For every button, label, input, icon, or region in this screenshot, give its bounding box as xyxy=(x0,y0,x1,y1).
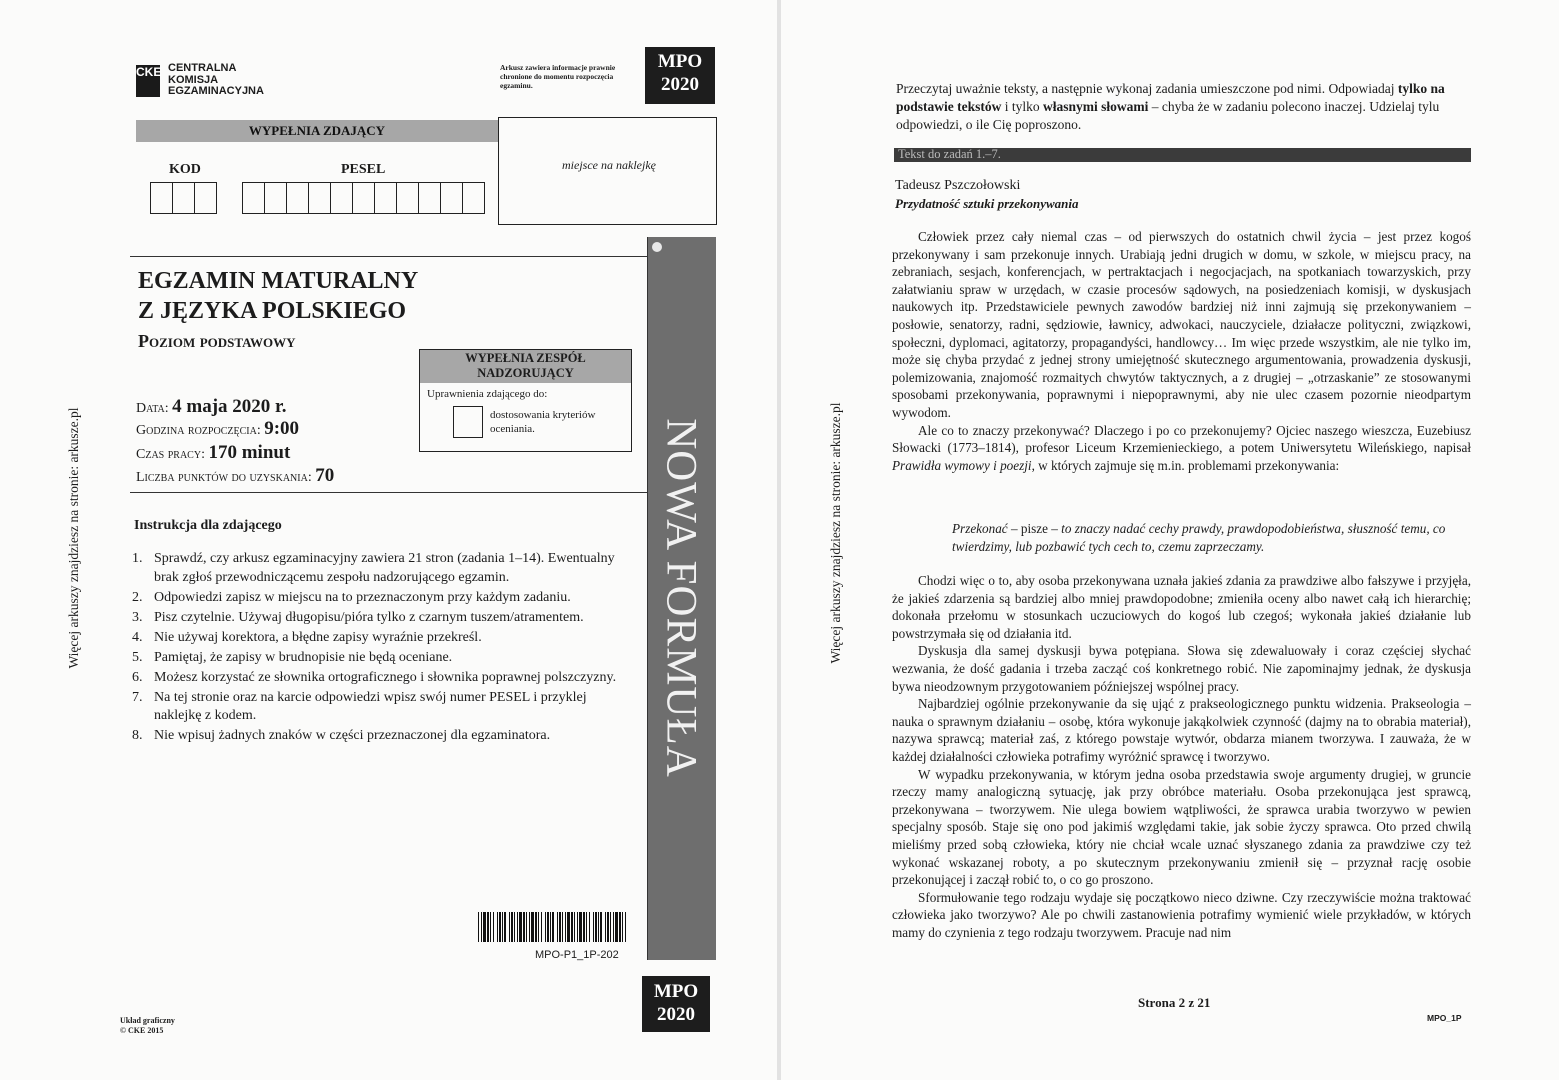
barcode-bar xyxy=(625,912,626,942)
barcode-bar xyxy=(545,912,546,942)
adaptation-checkbox[interactable] xyxy=(453,406,483,438)
barcode-bar xyxy=(559,912,561,942)
barcode-bar xyxy=(547,912,549,942)
side-text-right: Więcej arkuszy znajdziesz na stronie: arkusze.pl xyxy=(828,402,843,664)
page-gutter xyxy=(777,0,781,1080)
instructions-list xyxy=(132,550,632,747)
supervisors-rights-label: Uprawnienia zdającego do: xyxy=(427,388,548,400)
barcode-bar xyxy=(509,912,510,942)
strip-dot xyxy=(652,242,662,252)
pesel-label: PESEL xyxy=(341,162,386,177)
barcode-bar xyxy=(519,912,522,942)
barcode-bar xyxy=(497,912,498,942)
barcode-bar xyxy=(622,912,623,942)
confidential-notice: Arkusz zawiera informacje prawnie chronione do momentu rozpoczęcia egzaminu. xyxy=(500,63,616,90)
barcode-bar xyxy=(478,912,479,942)
instruction-item: 3. Pisz czytelnie. Używaj długopisu/pióra tylko z czarnym tuszem/atramentem. xyxy=(132,609,584,625)
intro-paragraph: Przeczytaj uważnie teksty, a następnie wykonaj zadania umieszczone pod nimi. Odpowiadaj tylko na podstawie tekstów i tylko własnymi słowami – chyba że w zadaniu polecono inaczej. Udzielaj tylu odpowiedzi, o ile Cię poproszono. xyxy=(896,81,1445,132)
instructions-title: Instrukcja dla zdającego xyxy=(134,518,282,533)
supervisors-header: WYPEŁNIA ZESPÓŁ NADZORUJĄCY xyxy=(420,350,631,383)
paragraph: Chodzi więc o to, aby osoba przekonywana uznała jakieś zdania za prawdziwe albo fałszywe i przyjęła, że jakieś zdarzenia są bardziej albo mniej prawdopodobne; zmieniła oceny albo nawet całą ich hierarchię; dokonała przełomu w stosunkach uczuciowych do kogoś lub czegoś; wykonała jakieś działanie lub powstrzymała się od działania itd. xyxy=(892,573,1471,641)
barcode-bar xyxy=(598,912,599,942)
barcode-bar xyxy=(607,912,609,942)
barcode-bar xyxy=(619,912,621,942)
barcode-bar xyxy=(615,912,618,942)
supervisors-box xyxy=(419,349,632,452)
barcode-bar xyxy=(487,912,489,942)
exam-title-line2: Z JĘZYKA POLSKIEGO xyxy=(138,298,407,324)
exam-level: Poziom podstawowy xyxy=(138,331,296,351)
text-author: Tadeusz Pszczołowski xyxy=(895,178,1021,193)
sticker-place-label: miejsce na naklejkę xyxy=(562,158,656,172)
barcode-bar xyxy=(565,912,566,942)
credits: Układ graficzny © CKE 2015 xyxy=(120,1016,175,1035)
barcode-bar xyxy=(583,912,585,942)
instruction-item: 8. Nie wpisuj żadnych znaków w części przeznaczonej dla egzaminatora. xyxy=(132,728,551,743)
paragraph: Dyskusja dla samej dyskusji bywa potępiana. Słowa się zdewaluowały i coraz częściej słychać wezwania, że dość gadania i trzeba zacząć coś konkretnego robić. Nie zapominajmy jednak, że dyskusja bywa nieodzownym przygotowaniem późniejszej wspólnej pracy. xyxy=(892,643,1471,694)
instruction-item: 6. Możesz korzystać ze słownika ortograficznego i słownika poprawnej polszczyzny. xyxy=(132,669,617,685)
barcode-bar xyxy=(526,912,527,942)
text-body-part1 xyxy=(892,228,1471,474)
barcode xyxy=(478,912,626,942)
barcode-bar xyxy=(481,912,482,942)
barcode-bar xyxy=(504,912,506,942)
barcode-bar xyxy=(600,912,602,942)
badge-bottom: MPO 2020 xyxy=(642,976,710,1032)
barcode-bar xyxy=(531,912,534,942)
side-text-left: Więcej arkuszy znajdziesz na stronie: arkusze.pl xyxy=(66,407,81,669)
barcode-bar xyxy=(523,912,525,942)
exam-start-time: Godzina rozpoczęcia: 9:00 xyxy=(136,418,300,439)
divider-bottom xyxy=(130,492,647,493)
instruction-item: 7. Na tej stronie oraz na karcie odpowiedzi wpisz swój numer PESEL i przyklej naklejkę z kodem. xyxy=(132,689,587,723)
barcode-bar xyxy=(579,912,582,942)
text-title: Przydatność sztuki przekonywania xyxy=(895,196,1079,211)
barcode-bar xyxy=(574,912,575,942)
barcode-bar xyxy=(511,912,513,942)
barcode-bar xyxy=(610,912,611,942)
instruction-item: 4. Nie używaj korektora, a błędne zapisy wyraźnie przekreśl. xyxy=(132,629,482,645)
footer-code: MPO_1P xyxy=(1427,1013,1462,1023)
instruction-item: 2. Odpowiedzi zapisz w miejscu na to przeznaczonym przy każdym zadaniu. xyxy=(132,589,571,605)
barcode-bar xyxy=(517,912,518,942)
filled-by-candidate-band: WYPEŁNIA ZDAJĄCY xyxy=(136,120,498,142)
barcode-bar xyxy=(589,912,590,942)
barcode-bar xyxy=(577,912,578,942)
badge-top: MPO 2020 xyxy=(645,47,715,104)
paragraph: Ale co to znaczy przekonywać? Dlaczego i po co przekonujemy? Ojciec naszego wieszcza, Euzebiusz Słowacki (1773–1814), profesor Liceum Krzemienieckiego, a potem Uniwersytetu Wileńskiego, napisał Prawidła wymowy i poezji, w których zajmuje się m.in. problemami przekonywania: xyxy=(892,422,1471,473)
quote: Przekonać – pisze – to znaczy nadać cechy prawdy, prawdopodobieństwa, słuszność temu, co twierdzimy, lub pozbawić tych cech to, czemu zaprzeczamy. xyxy=(952,521,1446,554)
barcode-bar xyxy=(499,912,501,942)
barcode-bar xyxy=(557,912,558,942)
barcode-bar xyxy=(613,912,614,942)
paragraph: Sformułowanie tego rodzaju wydaje się początkowo nieco dziwne. Czy rzeczywiście można traktować człowieka jako tworzywo? Ale po chwili zastanowienia potrafimy wymienić wiele przykładów, w których mamy do czynienia z tego rodzaju tworzywem. Pracuje nad nim xyxy=(892,889,1471,940)
page-number: Strona 2 z 21 xyxy=(1138,995,1211,1010)
barcode-bar xyxy=(605,912,606,942)
barcode-bar xyxy=(535,912,537,942)
adaptation-option-label: dostosowania kryteriów oceniania. xyxy=(490,409,596,435)
instruction-item: 5. Pamiętaj, że zapisy w brudnopisie nie będą oceniane. xyxy=(132,649,453,665)
exam-date: Data: 4 maja 2020 r. xyxy=(136,396,287,417)
barcode-bar xyxy=(490,912,491,942)
barcode-bar xyxy=(502,912,503,942)
paragraph: Najbardziej ogólnie przekonywanie da się ująć z prakseologicznego punktu widzenia. Prakseologia – nauka o sprawnym działaniu – osobę, która wykonuje jakąkolwiek czynność (dajmy na to obrabia materiał), nazywa sprawcą; materiał zaś, z którego powstaje wytwór, obdarza mianem tworzywa. I zauważa, że w każdej działalności człowieka potrafimy wyróżnić sprawcę i tworzywo. xyxy=(892,696,1471,764)
barcode-bar xyxy=(483,912,486,942)
text-body-part2 xyxy=(892,572,1471,941)
barcode-bar xyxy=(552,912,554,942)
barcode-bar xyxy=(571,912,573,942)
pesel-field[interactable] xyxy=(242,182,485,214)
paragraph: W wypadku przekonywania, w którym jedna osoba przedstawia swoje argumenty drugiej, w gruncie rzeczy mamy analogiczną sytuację, jak przy obróbce materiału. Osoba przekonująca jest sprawcą, przekonywana – tworzywem. Nie ulega bowiem wątpliwości, że sprawca urabia tworzywo w pewien specjalny sposób. Staje się ono pod jakimiś względami takie, jak sobie życzy sprawca. Oto przed chwilą mieliśmy przed sobą człowieka, który nie chciał wcale uznać słyszanego zdania za prawdziwe czy też wykonać wskazanej roboty, a po skutecznym przekonywaniu zmienił się – przyznał rację osobie przekonującej i zaczął robić to, o co go proszono. xyxy=(892,766,1471,888)
barcode-bar xyxy=(567,912,570,942)
divider-top xyxy=(130,256,647,257)
kod-field[interactable] xyxy=(150,182,217,214)
barcode-bar xyxy=(514,912,515,942)
barcode-label: MPO-P1_1P-202 xyxy=(535,949,619,961)
kod-label: KOD xyxy=(169,162,201,177)
cke-logo-text: CENTRALNA KOMISJA EGZAMINACYJNA xyxy=(168,62,264,97)
section-band: Tekst do zadań 1.–7. xyxy=(894,148,1471,162)
barcode-bar xyxy=(586,912,587,942)
exam-duration: Czas pracy: 170 minut xyxy=(136,442,291,463)
barcode-bar xyxy=(529,912,530,942)
barcode-bar xyxy=(593,912,594,942)
barcode-bar xyxy=(538,912,539,942)
sticker-box[interactable] xyxy=(498,117,717,225)
instruction-item: 1. Sprawdź, czy arkusz egzaminacyjny zawiera 21 stron (zadania 1–14). Ewentualny brak zgłoś przewodniczącemu zespołu nadzorującego egzamin. xyxy=(132,551,615,585)
barcode-bar xyxy=(562,912,563,942)
exam-points: Liczba punktów do uzyskania: 70 xyxy=(136,465,335,486)
new-formula-label: NOWA FORMUŁA xyxy=(657,418,705,778)
exam-title-line1: EGZAMIN MATURALNY xyxy=(138,268,419,294)
barcode-bar xyxy=(541,912,542,942)
barcode-bar xyxy=(550,912,551,942)
barcode-bar xyxy=(595,912,597,942)
barcode-bar xyxy=(493,912,494,942)
cke-logo-icon: CKE xyxy=(136,65,160,97)
paragraph: Człowiek przez cały niemal czas – od pierwszych do ostatnich chwil życia – jest przez kogoś przekonywany i sam przekonuje innych. Urabiają jedni drugich w domu, w szkole, w miejscu pracy, na zebraniach, sesjach, konferencjach, w pertraktacjach i negocjacjach, na spotkaniach towarzyskich, przy załatwianiu spraw w urzędach, w czasie procesów sądowych, na posiedzeniach komisji, w dyskusjach naukowych itp. Przedstawiciele pewnych zawodów bardziej niż inni zajmują się przekonywaniem – posłowie, senatorzy, radni, sędziowie, ławnicy, adwokaci, nauczyciele, działacze polityczni, związkowi, społeczni, dyplomaci, agitatorzy, propagandyści, handlowcy… Im więc przede wszystkim, ale nie tylko im, może się chyba przydać z jednej strony umiejętność skutecznego argumentowania, prowadzenia dyskusji, polemizowania, znajomość rozmaitych chwytów taktycznych, a z drugiej – „otrzaskanie” ze stosowanymi sposobami przekonywania, poprawnymi i niepoprawnymi, aby nie ulec czasem pozornie nieodpartym wywodom. xyxy=(892,229,1471,420)
